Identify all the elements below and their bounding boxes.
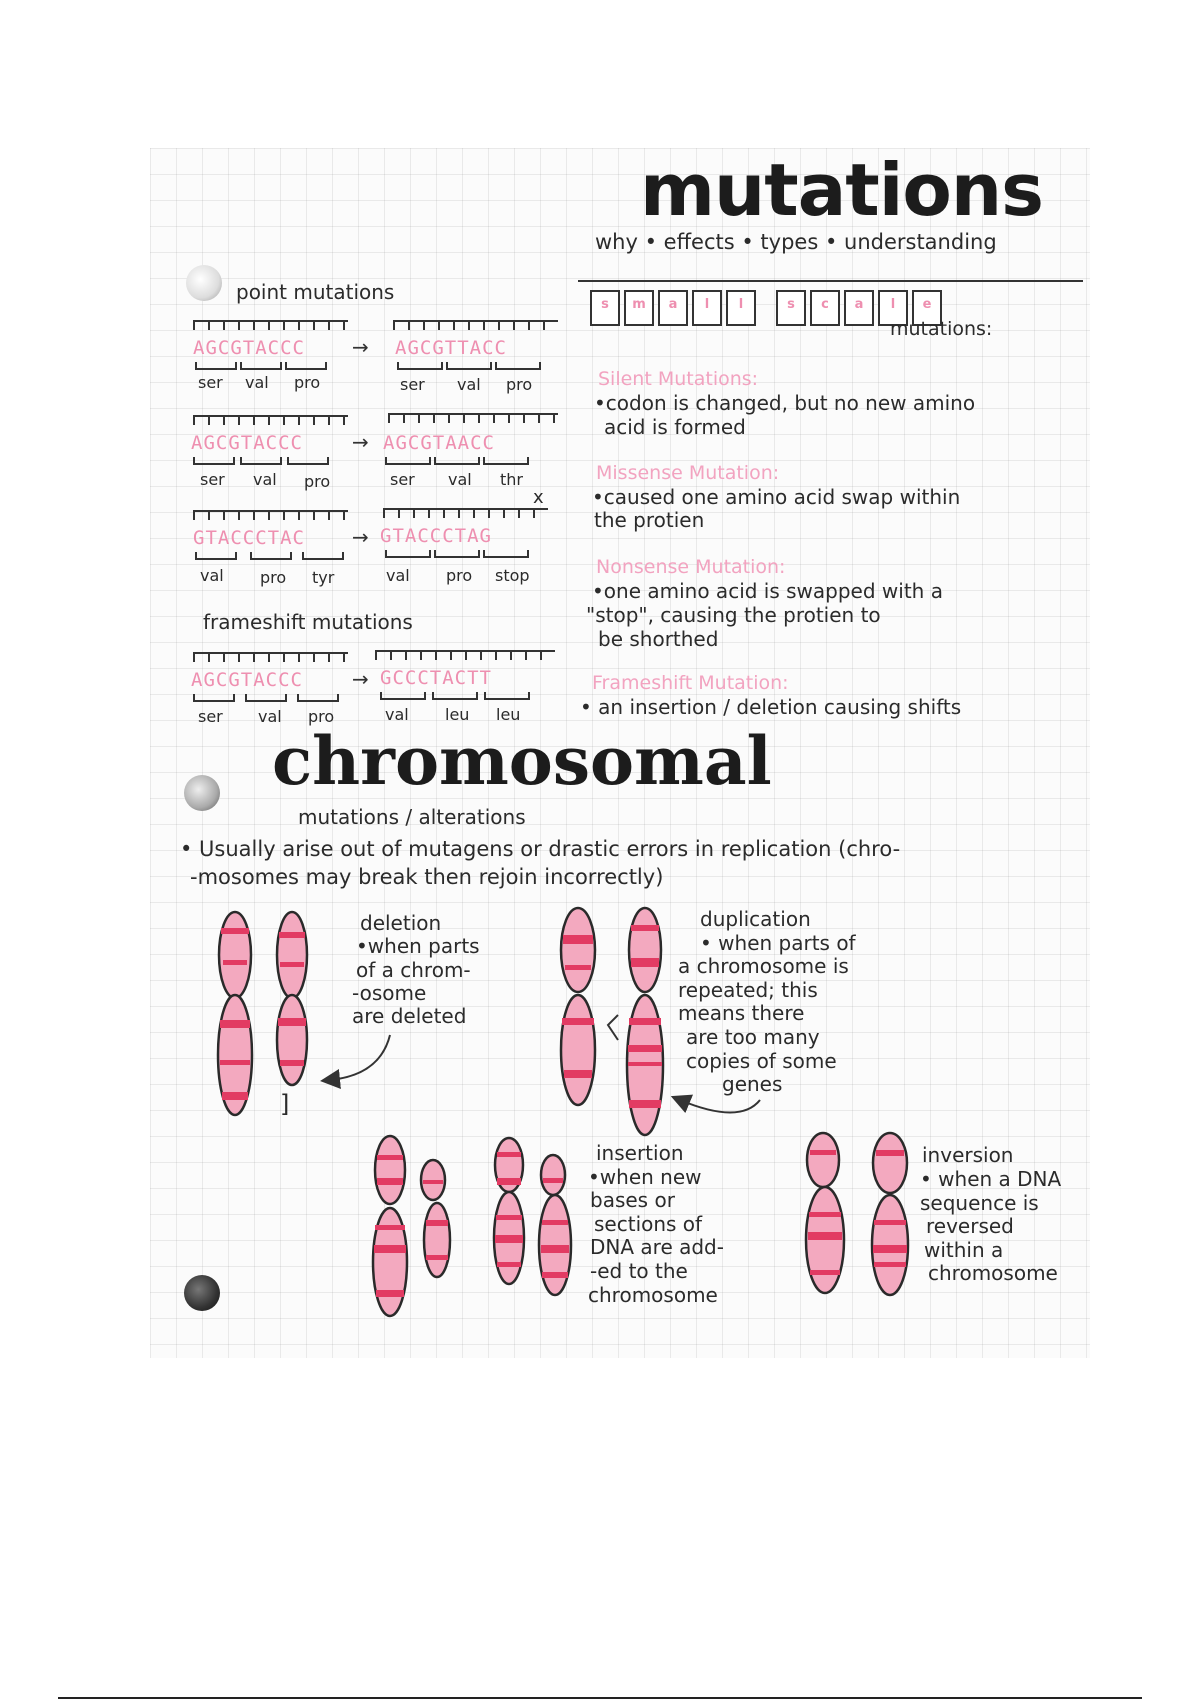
codon-bracket: [434, 550, 480, 558]
duplication-line: genes: [722, 1072, 783, 1096]
inversion-title: inversion: [922, 1143, 1014, 1167]
missense-mutation-line: the protien: [594, 508, 705, 532]
page-bottom-rule: [58, 1697, 1142, 1699]
codon-bracket: [385, 457, 431, 465]
chromosomal-title: chromosomal: [272, 722, 772, 800]
dna-sequence-original: AGCGTACCC: [193, 337, 305, 359]
insertion-line: bases or: [590, 1188, 675, 1212]
dna-sequence-mutated: AGCGTTACC: [395, 337, 507, 359]
duplication-line: • when parts of: [700, 931, 856, 955]
banner-flag: a: [844, 290, 874, 326]
codon-bracket: [483, 550, 529, 558]
codon-bracket: [240, 457, 282, 465]
nonsense-mutation-line: "stop", causing the protien to: [586, 603, 881, 627]
codon-bracket: [434, 457, 480, 465]
codon-bracket: [432, 692, 478, 700]
codon-bracket: [484, 692, 530, 700]
amino-acid: pro: [304, 472, 331, 491]
deletion-line: are deleted: [352, 1004, 467, 1028]
banner-flag: l: [878, 290, 908, 326]
banner-flag: l: [726, 290, 756, 326]
nonsense-mutation-line: •one amino acid is swapped with a: [592, 579, 943, 603]
deletion-mark: ]: [280, 1090, 290, 1118]
inversion-line: chromosome: [928, 1261, 1058, 1285]
amino-acid: val: [245, 373, 269, 392]
strand-ruler: [393, 320, 558, 330]
chromosomal-subtitle: mutations / alterations: [298, 805, 526, 829]
amino-acid: pro: [260, 568, 287, 587]
arrow-icon: →: [352, 430, 369, 454]
dna-sequence-original: AGCGTACCC: [191, 669, 303, 691]
codon-bracket: [285, 362, 327, 370]
deletion-line: •when parts: [356, 934, 480, 958]
amino-acid: ser: [390, 470, 415, 489]
codon-bracket: [195, 362, 237, 370]
dna-sequence-mutated: AGCGTAACC: [383, 432, 495, 454]
codon-bracket: [446, 362, 492, 370]
codon-bracket: [193, 694, 235, 702]
codon-bracket: [397, 362, 443, 370]
duplication-line: means there: [678, 1001, 805, 1025]
amino-acid: ser: [400, 375, 425, 394]
amino-acid: val: [258, 707, 282, 726]
deletion-title: deletion: [360, 911, 442, 935]
codon-bracket: [483, 457, 529, 465]
codon-bracket: [287, 457, 329, 465]
banner-string: [578, 280, 1083, 282]
codon-bracket: [302, 552, 344, 560]
missense-mutation-line: •caused one amino acid swap within: [592, 485, 961, 509]
inversion-line: • when a DNA: [920, 1167, 1062, 1191]
chromosomal-intro-line: • Usually arise out of mutagens or drastic errors in replication (chro-: [180, 837, 901, 861]
amino-acid: val: [200, 566, 224, 585]
strand-ruler: [193, 415, 348, 425]
amino-acid: leu: [496, 705, 521, 724]
codon-bracket: [385, 550, 431, 558]
amino-acid: pro: [506, 375, 533, 394]
changed-marker: x: [533, 487, 544, 508]
amino-acid: ser: [198, 373, 223, 392]
strand-ruler: [388, 413, 558, 423]
amino-acid: val: [457, 375, 481, 394]
amino-acid: pro: [446, 566, 473, 585]
inversion-line: sequence is: [920, 1191, 1039, 1215]
banner-flag: a: [658, 290, 688, 326]
strand-ruler: [383, 508, 548, 518]
insertion-line: -ed to the: [590, 1259, 688, 1283]
arrow-icon: →: [352, 667, 369, 691]
codon-bracket: [193, 457, 235, 465]
dna-sequence-original: GTACCCTAC: [193, 527, 305, 549]
dna-sequence-original: AGCGTACCC: [191, 432, 303, 454]
binder-hole: [186, 265, 222, 301]
silent-mutation-line: •codon is changed, but no new amino: [594, 391, 976, 415]
codon-bracket: [245, 694, 287, 702]
amino-acid: val: [448, 470, 472, 489]
amino-acid: pro: [294, 373, 321, 392]
page-subtitle: why • effects • types • understanding: [595, 230, 997, 254]
codon-bracket: [297, 694, 339, 702]
amino-acid: pro: [308, 707, 335, 726]
banner-flag: m: [624, 290, 654, 326]
banner-flag: c: [810, 290, 840, 326]
duplication-line: repeated; this: [678, 978, 818, 1002]
codon-bracket: [380, 692, 426, 700]
chromosomal-intro-line: -mosomes may break then rejoin incorrectly): [190, 865, 664, 889]
amino-acid: leu: [445, 705, 470, 724]
frameshift-mutation-line: • an insertion / deletion causing shifts: [580, 695, 962, 719]
missense-mutation-heading: Missense Mutation:: [596, 462, 780, 484]
binder-hole: [184, 775, 220, 811]
banner-flag: s: [776, 290, 806, 326]
amino-acid: tyr: [312, 568, 335, 587]
amino-acid: stop: [495, 566, 530, 585]
insertion-line: sections of: [594, 1212, 703, 1236]
insertion-line: chromosome: [588, 1283, 718, 1307]
amino-acid: ser: [198, 707, 223, 726]
frameshift-mutation-heading: Frameshift Mutation:: [592, 672, 789, 694]
arrow-icon: →: [352, 335, 369, 359]
amino-acid: thr: [500, 470, 523, 489]
inversion-line: within a: [924, 1238, 1004, 1262]
amino-acid: val: [386, 566, 410, 585]
banner-caption: mutations:: [890, 318, 993, 340]
strand-ruler: [375, 650, 555, 660]
dna-sequence-mutated: GCCCTACTT: [380, 667, 492, 689]
page-title: mutations: [640, 148, 1043, 232]
banner-flag: s: [590, 290, 620, 326]
binder-hole: [184, 1275, 220, 1311]
nonsense-mutation-heading: Nonsense Mutation:: [596, 556, 786, 578]
codon-bracket: [195, 552, 237, 560]
codon-bracket: [495, 362, 541, 370]
codon-bracket: [240, 362, 282, 370]
dna-sequence-mutated: GTACCCTAG: [380, 525, 492, 547]
silent-mutation-line: acid is formed: [604, 415, 746, 439]
point-mutations-heading: point mutations: [236, 280, 395, 304]
deletion-line: of a chrom-: [356, 958, 471, 982]
strand-ruler: [193, 510, 348, 520]
strand-ruler: [193, 652, 348, 662]
duplication-line: a chromosome is: [678, 954, 849, 978]
silent-mutation-heading: Silent Mutations:: [598, 368, 759, 390]
codon-bracket: [250, 552, 292, 560]
duplication-line: copies of some: [686, 1049, 837, 1073]
arrow-icon: →: [352, 525, 369, 549]
strand-ruler: [193, 320, 348, 330]
amino-acid: ser: [200, 470, 225, 489]
deletion-line: -osome: [352, 981, 427, 1005]
nonsense-mutation-line: be shorthed: [598, 627, 719, 651]
insertion-title: insertion: [596, 1141, 684, 1165]
insertion-line: DNA are add-: [590, 1235, 724, 1259]
inversion-line: reversed: [926, 1214, 1014, 1238]
amino-acid: val: [385, 705, 409, 724]
banner-flag: e: [912, 290, 942, 326]
duplication-title: duplication: [700, 907, 811, 931]
amino-acid: val: [253, 470, 277, 489]
banner-flag: l: [692, 290, 722, 326]
duplication-line: are too many: [686, 1025, 820, 1049]
frameshift-heading: frameshift mutations: [203, 610, 413, 634]
insertion-line: •when new: [588, 1165, 702, 1189]
